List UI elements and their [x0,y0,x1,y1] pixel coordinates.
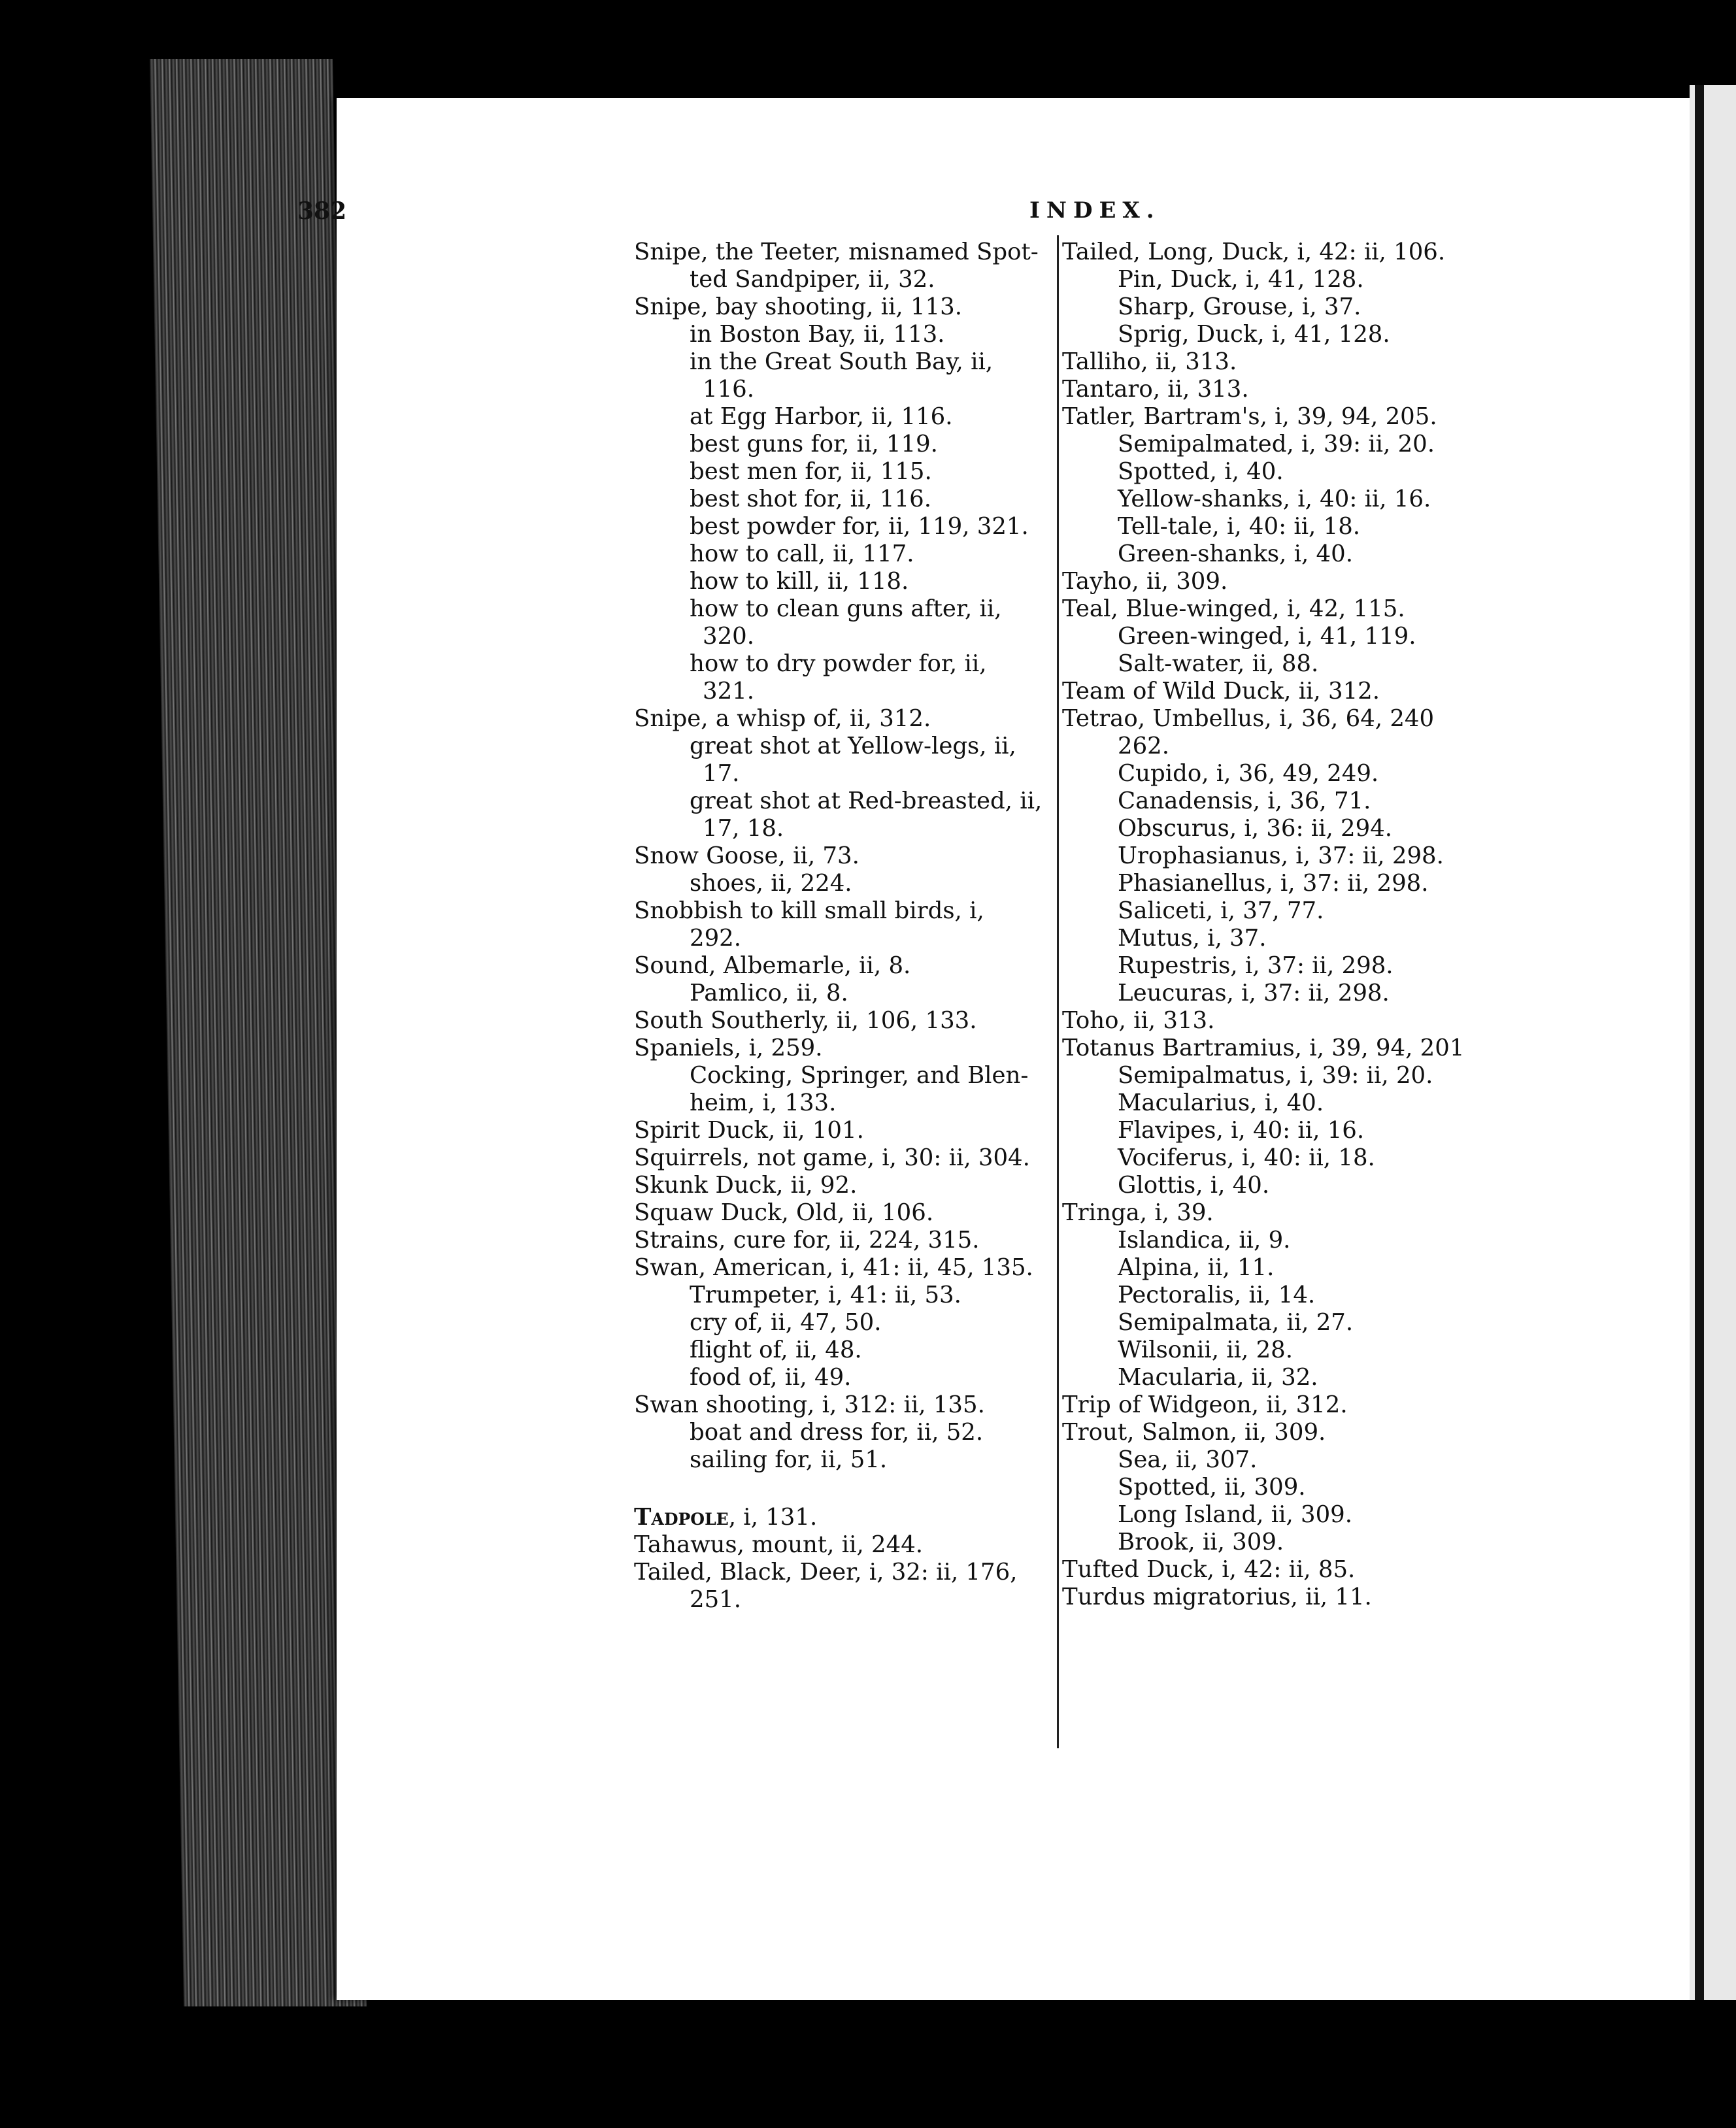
index-entry: Tayho, ii, 309. [1062,568,1228,595]
index-subentry: great shot at Yellow-legs, ii, [690,733,1016,759]
index-subentry: Semipalmata, ii, 27. [1118,1309,1354,1336]
index-subentry: 251. [690,1586,742,1613]
index-subentry: Green-shanks, i, 40. [1118,540,1353,567]
index-subentry: 292. [690,925,742,952]
index-subentry: best powder for, ii, 119, 321. [690,513,1029,540]
index-subentry: Semipalmatus, i, 39: ii, 20. [1118,1062,1433,1089]
index-subentry: best guns for, ii, 119. [690,431,938,457]
index-subentry: Urophasianus, i, 37: ii, 298. [1118,842,1444,869]
index-subentry: Vociferus, i, 40: ii, 18. [1118,1144,1375,1171]
index-subentry: Flavipes, i, 40: ii, 16. [1118,1117,1365,1144]
index-subentry: Wilsonii, ii, 28. [1118,1337,1294,1363]
index-entry: Turdus migratorius, ii, 11. [1062,1584,1372,1610]
index-subentry: Trumpeter, i, 41: ii, 53. [690,1282,961,1308]
index-subentry: Sharp, Grouse, i, 37. [1118,293,1361,320]
index-entry: Snipe, a whisp of, ii, 312. [634,705,931,732]
index-subentry: Spotted, i, 40. [1118,458,1284,485]
index-entry: Talliho, ii, 313. [1062,348,1237,375]
index-subentry: Pectoralis, ii, 14. [1118,1282,1316,1308]
index-subentry: Salt-water, ii, 88. [1118,650,1319,677]
index-subentry: Islandica, ii, 9. [1118,1227,1291,1254]
index-subentry: Rupestris, i, 37: ii, 298. [1118,952,1394,979]
index-entry: Totanus Bartramius, i, 39, 94, 201 [1062,1035,1465,1061]
index-subentry: Brook, ii, 309. [1118,1529,1284,1555]
index-subentry: Cocking, Springer, and Blen- [690,1062,1029,1089]
page-number: 382 [297,197,347,225]
index-subentry: best men for, ii, 115. [690,458,932,485]
index-entry: Team of Wild Duck, ii, 312. [1062,678,1380,705]
index-subentry: Semipalmated, i, 39: ii, 20. [1118,431,1435,457]
index-subentry: Sea, ii, 307. [1118,1446,1258,1473]
index-subentry: shoes, ii, 224. [690,870,852,897]
index-subentry: best shot for, ii, 116. [690,486,931,512]
index-subentry: Tell-tale, i, 40: ii, 18. [1118,513,1361,540]
index-entry: Teal, Blue-winged, i, 42, 115. [1062,595,1405,622]
index-entry: Spaniels, i, 259. [634,1035,823,1061]
index-entry: Snobbish to kill small birds, i, [634,897,984,924]
index-entry: Tailed, Long, Duck, i, 42: ii, 106. [1062,239,1446,265]
index-subentry: at Egg Harbor, ii, 116. [690,403,953,430]
column-divider [1057,235,1059,1748]
index-entry: Tahawus, mount, ii, 244. [634,1531,924,1558]
index-subentry: flight of, ii, 48. [690,1337,862,1363]
index-entry: Tatler, Bartram's, i, 39, 94, 205. [1062,403,1437,430]
index-entry: Tailed, Black, Deer, i, 32: ii, 176, [634,1559,1018,1586]
index-entry: Snipe, the Teeter, misnamed Spot- [634,239,1039,265]
index-entry: Swan shooting, i, 312: ii, 135. [634,1391,985,1418]
index-subentry: how to kill, ii, 118. [690,568,909,595]
index-subentry: 17. [703,760,740,787]
index-entry: Squirrels, not game, i, 30: ii, 304. [634,1144,1030,1171]
index-subentry: Phasianellus, i, 37: ii, 298. [1118,870,1429,897]
index-entry: Sound, Albemarle, ii, 8. [634,952,911,979]
index-entry: Snipe, bay shooting, ii, 113. [634,293,962,320]
index-subentry: Obscurus, i, 36: ii, 294. [1118,815,1393,842]
index-subentry: great shot at Red-breasted, ii, [690,788,1043,814]
index-subentry: how to call, ii, 117. [690,540,914,567]
index-subentry: Macularia, ii, 32. [1118,1364,1318,1391]
index-subentry: Pin, Duck, i, 41, 128. [1118,266,1364,293]
index-subentry: Saliceti, i, 37, 77. [1118,897,1324,924]
page-title: INDEX. [1029,197,1161,224]
index-subentry: Glottis, i, 40. [1118,1172,1270,1199]
index-subentry: Mutus, i, 37. [1118,925,1267,952]
index-subentry: Alpina, ii, 11. [1118,1254,1275,1281]
index-subentry: Sprig, Duck, i, 41, 128. [1118,321,1390,348]
section-gap [634,1474,1052,1504]
index-entry: Swan, American, i, 41: ii, 45, 135. [634,1254,1033,1281]
index-entry: South Southerly, ii, 106, 133. [634,1007,977,1034]
index-subentry: in Boston Bay, ii, 113. [690,321,945,348]
index-subentry: 262. [1118,733,1170,759]
book-page-edges [150,59,367,2006]
index-subentry: Long Island, ii, 309. [1118,1501,1353,1528]
entry-heading-smallcaps: Tadpole [634,1504,729,1531]
index-column-left [634,239,1052,1614]
index-entry: Trip of Widgeon, ii, 312. [1062,1391,1348,1418]
index-subentry: ted Sandpiper, ii, 32. [690,266,935,293]
index-subentry: Leucuras, i, 37: ii, 298. [1118,980,1390,1006]
index-entry: Tadpole, i, 131. [634,1504,818,1531]
index-entry: Snow Goose, ii, 73. [634,842,860,869]
index-subentry: Macularius, i, 40. [1118,1089,1324,1116]
index-subentry: in the Great South Bay, ii, [690,348,993,375]
index-entry: Toho, ii, 313. [1062,1007,1215,1034]
index-subentry: 116. [703,376,755,403]
index-subentry: 321. [703,678,755,705]
index-subentry: how to dry powder for, ii, [690,650,987,677]
index-entry: Tantaro, ii, 313. [1062,376,1249,403]
index-subentry: boat and dress for, ii, 52. [690,1419,984,1446]
index-entry: Squaw Duck, Old, ii, 106. [634,1199,934,1226]
index-entry: Trout, Salmon, ii, 309. [1062,1419,1326,1446]
index-subentry: food of, ii, 49. [690,1364,852,1391]
index-subentry: 17, 18. [703,815,784,842]
index-entry: Spirit Duck, ii, 101. [634,1117,864,1144]
index-subentry: Pamlico, ii, 8. [690,980,848,1006]
index-subentry: Yellow-shanks, i, 40: ii, 16. [1118,486,1431,512]
index-entry: Tetrao, Umbellus, i, 36, 64, 240 [1062,705,1435,732]
index-subentry: how to clean guns after, ii, [690,595,1002,622]
index-subentry: heim, i, 133. [690,1089,837,1116]
index-entry: Tringa, i, 39. [1062,1199,1214,1226]
index-subentry: Cupido, i, 36, 49, 249. [1118,760,1379,787]
index-entry: Strains, cure for, ii, 224, 315. [634,1227,980,1254]
index-entry: Tufted Duck, i, 42: ii, 85. [1062,1556,1356,1583]
index-subentry: 320. [703,623,755,650]
facing-page-edge [1690,85,1736,2000]
index-subentry: Green-winged, i, 41, 119. [1118,623,1416,650]
index-subentry: cry of, ii, 47, 50. [690,1309,882,1336]
index-column-right [1062,239,1480,1611]
index-subentry: Spotted, ii, 309. [1118,1474,1306,1501]
index-subentry: sailing for, ii, 51. [690,1446,888,1473]
index-subentry: Canadensis, i, 36, 71. [1118,788,1371,814]
index-entry: Skunk Duck, ii, 92. [634,1172,858,1199]
